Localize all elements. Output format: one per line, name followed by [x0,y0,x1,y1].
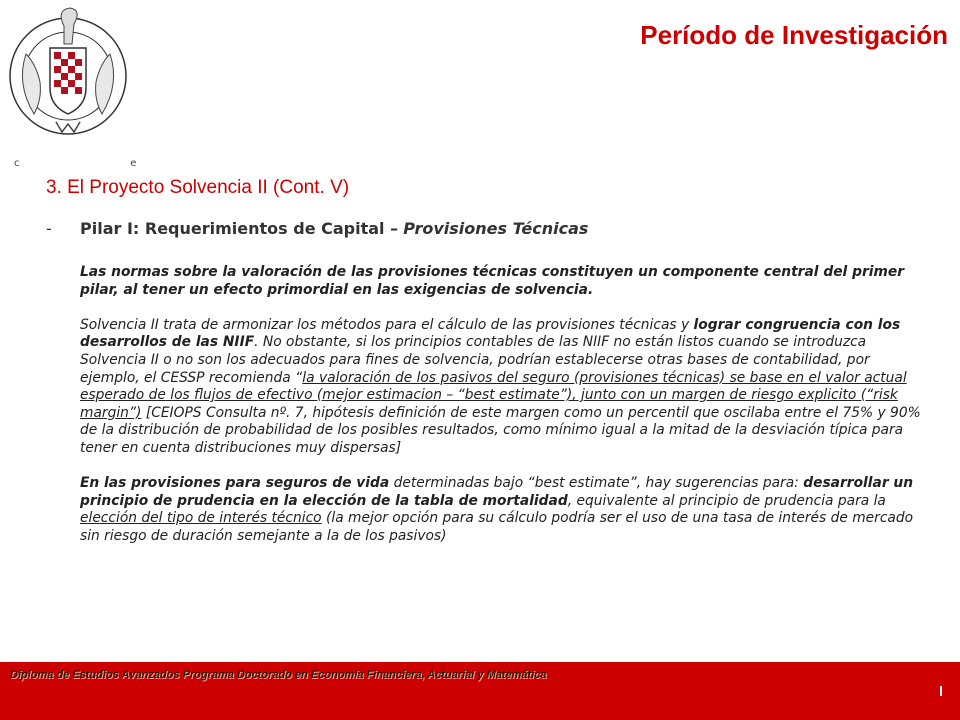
stray-mark: c e [14,158,139,169]
paragraph-2-underlined: la valoración de los pasivos del seguro (provisiones técnicas) se base en el valor actual esperado de los flujos de efectivo (mejor estimacion – “best estimate”), junto con un margen de riesgo explicito (“risk margin”) [80,369,907,421]
footer-text: Diploma de Estudios Avanzados Programa Doctorado en Economía Financiera, Actuarial y Matemática [10,669,547,681]
paragraph-2-bold: lograr congruencia con los desarrollos de las NIIF [80,316,901,351]
bullet-dash: - [46,219,52,238]
paragraph-3-part-b: determinadas bajo “best estimate”, hay sugerencias para: [389,475,804,492]
pillar-label: Pilar I: Requerimientos de Capital – [80,219,399,238]
paragraph-2-part-e: [CEIOPS Consulta nº. 7, hipótesis definición de este margen como un percentil que oscilaba entre el 75% y 90% de la distribución de probabilidad de los posibles resultados, como mínimo igual a la mitad de la desviación típica para tener en cuenta distribuciones muy dispersas] [80,404,921,456]
paragraph-3-bold-a: En las provisiones para seguros de vida [80,475,390,492]
paragraph-3-part-f: (la mejor opción para su cálculo podría ser el uso de una tasa de interés de mercado sin riesgo de duración semejante a la de los pasivos) [80,510,914,544]
footer-mark [940,686,942,696]
paragraph-2 [80,317,932,458]
section-title: 3. El Proyecto Solvencia II (Cont. V) [46,177,350,198]
page-title: Período de Investigación [640,20,948,50]
paragraph-2-part-c: . No obstante, si los principios contables de las NIIF no están listos cuando se introduzca Solvencia II o no son los adecuados para fines de solvencia, podrían establecerse otras bases de contabilidad, por ejemplo, el CESSP recomienda “ [80,334,870,386]
pillar-heading [46,219,588,238]
footer-bar [0,662,960,720]
paragraph-3-part-d: , equivalente al principio de prudencia para la [567,492,886,509]
paragraph-3-underlined: elección del tipo de interés técnico [80,510,322,527]
paragraph-3-bold-c: desarrollar un principio de prudencia en la elección de la tabla de mortalidad [80,475,914,509]
paragraph-3 [80,475,932,545]
paragraph-1-text: Las normas sobre la valoración de las provisiones técnicas constituyen un componente central del primer pilar, al tener un efecto primordial en las exigencias de solvencia. [80,264,905,298]
pillar-sublabel: Provisiones Técnicas [403,219,589,238]
university-seal-icon [6,4,130,154]
body-content [80,264,932,563]
paragraph-2-part-a: Solvencia II trata de armonizar los métodos para el cálculo de las provisiones técnicas y [80,316,694,333]
paragraph-1 [80,264,932,299]
